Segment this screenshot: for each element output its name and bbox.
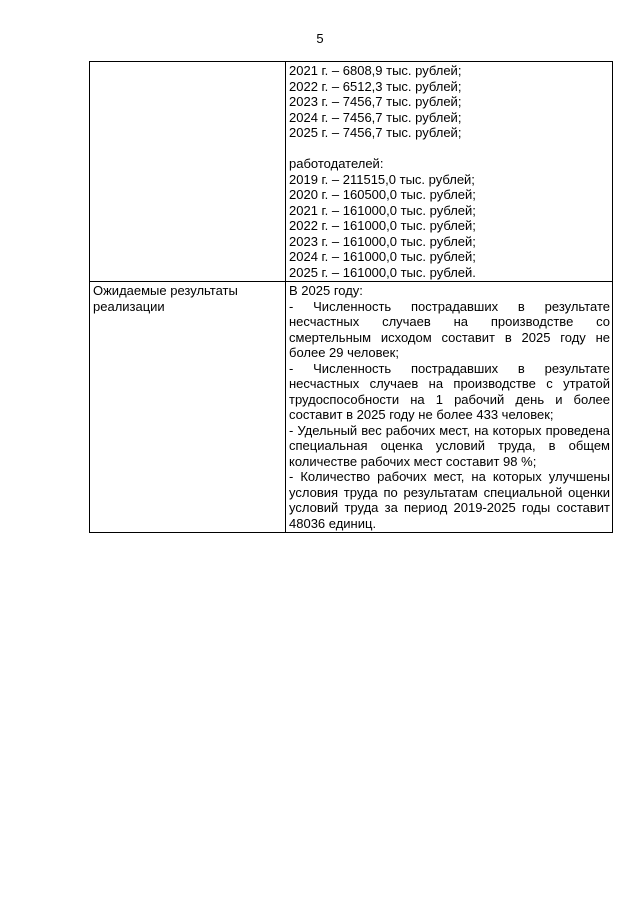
funding-line: 2021 г. – 161000,0 тыс. рублей; (289, 202, 476, 218)
result-item: - Численность пострадавших в результате несчастных случаев на производстве со смертельным исходом составит в 2025 году не более 29 человек; (289, 298, 610, 360)
result-item: - Количество рабочих мест, на которых улучшены условия труда по результатам специальной оценки условий труда за период 2019-2025 годы составит 48036 единиц. (289, 469, 610, 531)
results-intro: В 2025 году: (289, 283, 363, 298)
expected-results-cell (286, 282, 613, 533)
row-label (90, 62, 286, 282)
funding-line: 2021 г. – 6808,9 тыс. рублей; (289, 63, 462, 78)
table-row (90, 62, 613, 282)
funding-line: 2025 г. – 7456,7 тыс. рублей; (289, 125, 462, 140)
funding-line: 2023 г. – 161000,0 тыс. рублей; (289, 233, 476, 249)
funding-line: 2024 г. – 161000,0 тыс. рублей; (289, 249, 476, 264)
funding-line: 2022 г. – 161000,0 тыс. рублей; (289, 218, 476, 233)
expected-results-label: Ожидаемые результаты реализации (90, 282, 286, 533)
funding-cell (286, 62, 613, 282)
table-row (90, 282, 613, 533)
result-item: - Численность пострадавших в результате несчастных случаев на производстве с утратой трудоспособности на 1 рабочий день и более составит в 2025 году не более 433 человек; (289, 360, 610, 422)
funding-line: 2019 г. – 211515,0 тыс. рублей; (289, 171, 475, 187)
page-number: 5 (316, 31, 324, 46)
program-passport-table (89, 61, 613, 533)
funding-line: 2020 г. – 160500,0 тыс. рублей; (289, 187, 476, 202)
funding-line: 2025 г. – 161000,0 тыс. рублей. (289, 264, 476, 280)
funding-line: 2022 г. – 6512,3 тыс. рублей; (289, 78, 462, 94)
funding-line: 2023 г. – 7456,7 тыс. рублей; (289, 94, 462, 109)
employers-heading: работодателей: (289, 156, 384, 171)
funding-line: 2024 г. – 7456,7 тыс. рублей; (289, 109, 462, 125)
result-item: - Удельный вес рабочих мест, на которых проведена специальная оценка условий труда, в общем количестве рабочих мест составит 98 %; (289, 422, 610, 469)
